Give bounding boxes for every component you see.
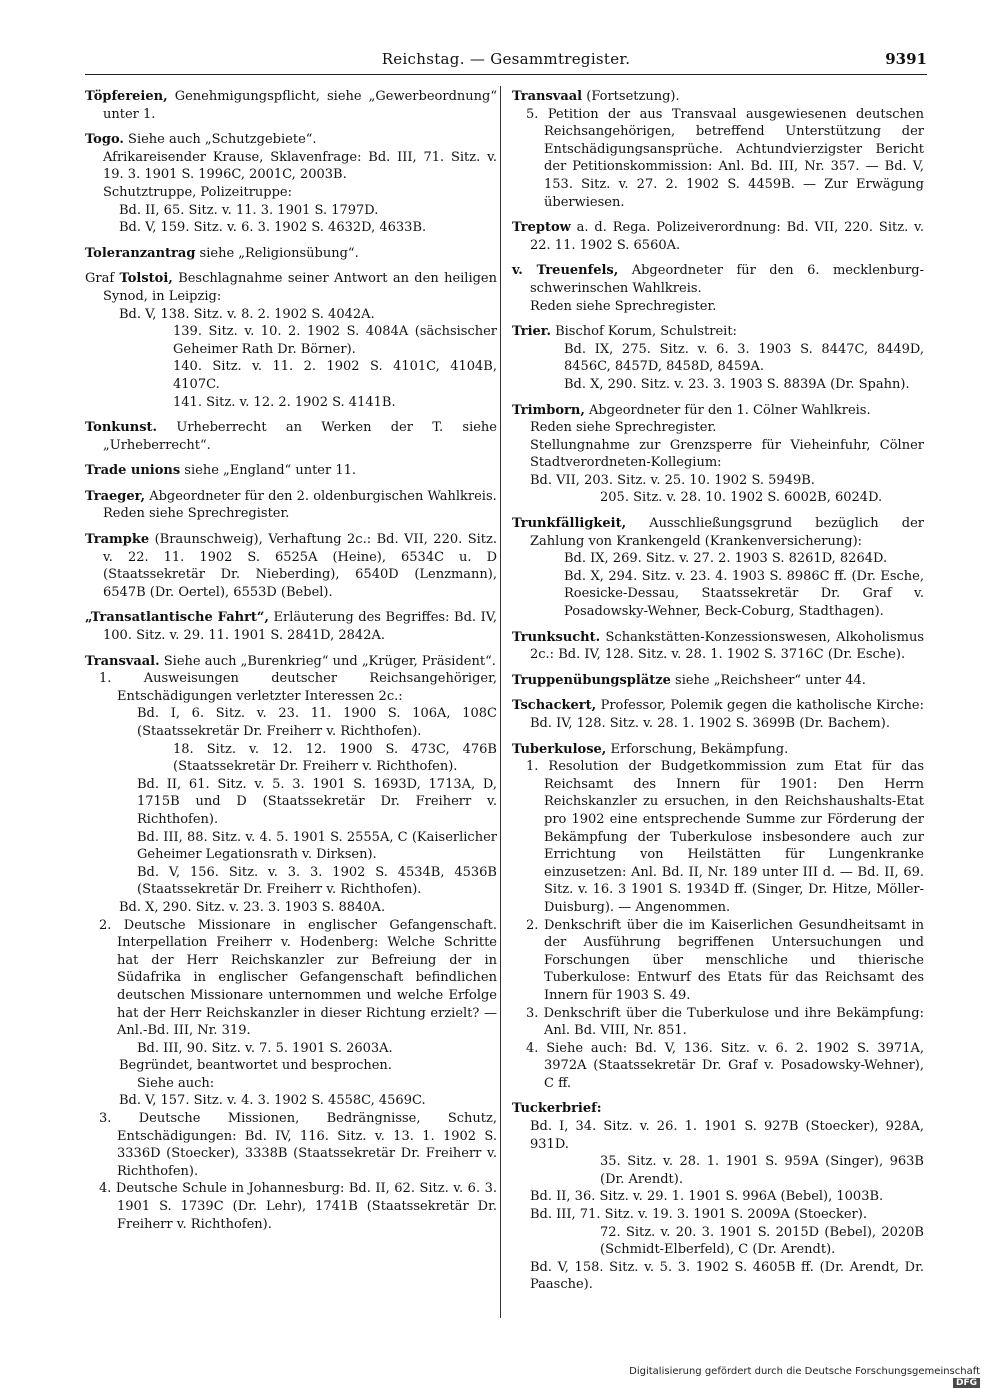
entry-keyword: Tschackert,: [512, 698, 597, 714]
entry-line: Bd. VII, 203. Sitz. v. 25. 10. 1902 S. 5949B.: [530, 472, 815, 488]
entry-keyword: Trimborn,: [512, 402, 585, 418]
entry-keyword: Tolstoi,: [119, 271, 173, 287]
entry-line: Afrikareisender Krause, Sklavenfrage: Bd. III, 71. Sitz. v. 19. 3. 1901 S. 1996C, 2001C, 2003B.: [103, 149, 497, 183]
index-entry-trade-unions: [85, 462, 497, 480]
entry-text: (Fortsetzung).: [582, 89, 680, 104]
index-entry-tolstoi: [85, 270, 497, 411]
entry-subitem: 3. Deutsche Missionen, Bedrängnisse, Schutz, Entschädigungen: Bd. IV, 116. Sitz. v. 13. 1. 1902 S. 3336D (Stoecker), 3338B (Staatssekretär Dr. Freiherr v. Richthofen).: [99, 1111, 497, 1179]
entry-keyword: Tuberkulose,: [512, 741, 607, 757]
entry-subitem: 5. Petition der aus Transvaal ausgewiesenen deutschen Reichsangehörigen, betreffend Unterstützung der Entschädigungsansprüche. Achtundvierzigster Bericht der Petitionskommission: Anl. Bd. III, Nr. 357. — Bd. V, 153. Sitz. v. 27. 2. 1902 S. 4459B. — Zur Erwägung überwiesen.: [526, 106, 924, 210]
entry-line: 139. Sitz. v. 10. 2. 1902 S. 4084A (sächsischer Geheimer Rath Dr. Börner).: [173, 324, 497, 357]
entry-subitem: 4. Deutsche Schule in Johannesburg: Bd. II, 62. Sitz. v. 6. 3. 1901 S. 1739C (Dr. Lehr), 1741B (Staatssekretär Dr. Freiherr v. Richthofen).: [99, 1181, 497, 1232]
entry-text: Siehe auch „Schutzgebiete“.: [123, 132, 317, 148]
entry-line: Reden siehe Sprechregister.: [530, 420, 717, 436]
entry-keyword: Toleranzantrag: [85, 245, 196, 261]
entry-line: 72. Sitz. v. 20. 3. 1901 S. 2015D (Bebel), 2020B (Schmidt-Elberfeld), C (Dr. Arendt).: [600, 1224, 924, 1258]
entry-keyword: Töpfereien,: [85, 89, 168, 104]
index-entry-traeger: [85, 488, 497, 523]
entry-text: Genehmigungspflicht, siehe „Gewerbeordnung“ unter 1.: [103, 89, 497, 122]
entry-line: Bd. II, 65. Sitz. v. 11. 3. 1901 S. 1797D.: [119, 202, 379, 218]
entry-line: Bd. V, 158. Sitz. v. 5. 3. 1902 S. 4605B ff. (Dr. Arendt, Dr. Paasche).: [530, 1259, 924, 1293]
index-entry-tschackert: [512, 697, 924, 732]
entry-line: Bd. III, 90. Sitz. v. 7. 5. 1901 S. 2603A.: [137, 1040, 393, 1056]
index-entry-tuberkulose: [512, 741, 924, 1093]
entry-line: 18. Sitz. v. 12. 12. 1900 S. 473C, 476B (Staatssekretär Dr. Freiherr v. Richthofen).: [173, 741, 497, 775]
entry-keyword: Trunksucht.: [512, 629, 601, 645]
entry-text: Abgeordneter für den 2. oldenburgischen Wahlkreis.: [145, 488, 497, 504]
index-entry-truppenuebungsplaetze: [512, 672, 924, 690]
entry-keyword: Trier.: [512, 324, 551, 340]
entry-keyword: Tuckerbrief:: [512, 1101, 602, 1117]
entry-line: Bd. V, 156. Sitz. v. 3. 3. 1902 S. 4534B, 4536B (Staatssekretär Dr. Freiherr v. Richthofen).: [137, 864, 497, 898]
entry-text: Erforschung, Bekämpfung.: [606, 741, 789, 757]
index-entry-toleranzantrag: [85, 245, 497, 263]
entry-text: Schankstätten-Konzessionswesen, Alkoholismus 2c.: Bd. IV, 128. Sitz. v. 28. 1. 1902 S. 3716C (Dr. Esche).: [530, 629, 924, 663]
entry-text: siehe „Religionsübung“.: [195, 245, 359, 261]
entry-text: Siehe auch „Burenkrieg“ und „Krüger, Präsident“.: [159, 653, 496, 669]
running-title: Reichstag. — Gesammtregister.: [381, 50, 631, 68]
entry-subitem: 2. Denkschrift über die im Kaiserlichen Gesundheitsamt in der Ausführung begriffenen Untersuchungen und Forschungen über menschliche und thierische Tuberkulose: Entwurf des Etats für das Reichsamt des Innern für 1903 S. 49.: [526, 917, 924, 1003]
index-entry-transvaal: [85, 653, 497, 1234]
digitization-footer: [600, 1366, 980, 1388]
entry-subitem: 1. Resolution der Budgetkommission zum Etat für das Reichsamt des Innern für 1901: Den Herrn Reichskanzler zu ersuchen, in den Reichshaushalts-Etat pro 1902 eine entsprechende Summe zur Förderung der Bekämpfung der Tuberkulose insbesondere auch zur Errichtung von Heilstätten für Lungenkranke einzusetzen: Anl. Bd. II, Nr. 189 unter III d. — Bd. II, 69. Sitz. v. 16. 3 1901 S. 1934D ff. (Singer, Dr. Hitze, Möller-Duisburg). — Angenommen.: [526, 759, 924, 915]
entry-keyword: Trade unions: [85, 463, 181, 479]
entry-keyword: Transvaal.: [85, 653, 160, 669]
entry-line: Bd. X, 294. Sitz. v. 23. 4. 1903 S. 8986C ff. (Dr. Esche, Roesicke-Dessau, Staatssekretär Dr. Graf v. Posadowsky-Wehner, Beck-Coburg, Stadthagen).: [564, 568, 924, 620]
dfg-logo: DFG: [953, 1378, 980, 1388]
index-entry-trunksucht: [512, 629, 924, 664]
entry-line: 35. Sitz. v. 28. 1. 1901 S. 959A (Singer), 963B (Dr. Arendt).: [600, 1154, 924, 1187]
entry-text: a. d. Rega. Polizeiverordnung: Bd. VII, 220. Sitz. v. 22. 11. 1902 S. 6560A.: [530, 220, 924, 253]
index-entry-togo: [85, 131, 497, 237]
entry-keyword: Treptow: [512, 220, 571, 236]
entry-text: Urheberrecht an Werken der T. siehe „Urheberrecht“.: [103, 420, 497, 453]
entry-subitem: 1. Ausweisungen deutscher Reichsangehöriger, Entschädigungen verletzter Interessen 2c.:: [99, 671, 497, 704]
index-entry-transvaal-continued: [512, 88, 924, 211]
entry-line: Bd. II, 61. Sitz. v. 5. 3. 1901 S. 1693D, 1713A, D, 1715B und D (Staatssekretär Dr. Freiherr v. Richthofen).: [137, 776, 497, 827]
column-divider: [500, 86, 501, 1318]
page-number: 9391: [885, 50, 927, 68]
entry-text: Abgeordneter für den 6. mecklenburg-schwerinschen Wahlkreis.: [530, 263, 924, 296]
footer-credit: Digitalisierung gefördert durch die Deutsche Forschungsgemeinschaft: [629, 1366, 980, 1377]
entry-text: Graf: [85, 271, 120, 287]
entry-line: Reden siehe Sprechregister.: [530, 298, 717, 314]
entry-text: Professor, Polemik gegen die katholische Kirche: Bd. IV, 128. Sitz. v. 28. 1. 1902 S. 3699B (Dr. Bachem).: [530, 698, 924, 731]
entry-text: Abgeordneter für den 1. Cölner Wahlkreis.: [584, 402, 871, 418]
index-entry-trier: [512, 323, 924, 393]
entry-line: Bd. III, 71. Sitz. v. 19. 3. 1901 S. 2009A (Stoecker).: [530, 1207, 867, 1223]
entry-keyword: Traeger,: [85, 488, 146, 504]
entry-subitem: 3. Denkschrift über die Tuberkulose und ihre Bekämpfung: Anl. Bd. VIII, Nr. 851.: [526, 1005, 924, 1039]
entry-text: Beschlagnahme seiner Antwort an den heiligen Synod, in Leipzig:: [103, 271, 498, 304]
entry-line: Bd. III, 88. Sitz. v. 4. 5. 1901 S. 2555A, C (Kaiserlicher Geheimer Legationsrath v. Dirksen).: [137, 829, 497, 863]
entry-keyword: Trunkfälligkeit,: [512, 516, 627, 532]
entry-line: Bd. IX, 269. Sitz. v. 27. 2. 1903 S. 8261D, 8264D.: [564, 551, 888, 567]
entry-line: Bd. V, 157. Sitz. v. 4. 3. 1902 S. 4558C, 4569C.: [119, 1093, 426, 1109]
entry-keyword: Togo.: [85, 132, 124, 148]
index-entry-treptow: [512, 219, 924, 254]
entry-keyword: Tonkunst.: [85, 420, 158, 436]
index-entry-tonkunst: [85, 419, 497, 454]
entry-subitem: 4. Siehe auch: Bd. V, 136. Sitz. v. 6. 2. 1902 S. 3971A, 3972A (Staatssekretär Dr. Graf v. Posadowsky-Wehner), C ff.: [526, 1040, 924, 1091]
entry-line: Stellungnahme zur Grenzsperre für Vieheinfuhr, Cölner Stadtverordneten-Kollegium:: [530, 437, 924, 471]
entry-line: Bd. IX, 275. Sitz. v. 6. 3. 1903 S. 8447C, 8449D, 8456C, 8457D, 8458D, 8459A.: [564, 341, 924, 375]
entry-keyword: Trampke: [85, 532, 150, 548]
entry-subitem: 2. Deutsche Missionare in englischer Gefangenschaft. Interpellation Freiherr v. Hodenberg: Welche Schritte hat der Herr Reichskanzler zur Befreiung der in Südafrika in englischer Gefangenschaft befindlichen deutschen Missionare unternommen und welche Erfolge hat der Herr Reichskanzler in dieser Richtung erzielt? — Anl.-Bd. III, Nr. 319.: [99, 917, 497, 1039]
entry-line: 205. Sitz. v. 28. 10. 1902 S. 6002B, 6024D.: [600, 490, 883, 506]
right-column: [512, 88, 924, 1302]
entry-text: Ausschließungsgrund bezüglich der Zahlung von Krankengeld (Krankenversicherung):: [530, 516, 924, 549]
entry-line: Siehe auch:: [137, 1075, 215, 1091]
entry-line: Bd. V, 159. Sitz. v. 6. 3. 1902 S. 4632D, 4633B.: [119, 220, 427, 236]
index-entry-treuenfels: [512, 262, 924, 315]
entry-line: Bd. X, 290. Sitz. v. 23. 3. 1903 S. 8839A (Dr. Spahn).: [564, 376, 910, 392]
entry-line: Bd. II, 36. Sitz. v. 29. 1. 1901 S. 996A (Bebel), 1003B.: [530, 1189, 884, 1205]
index-entry-toepfereien: [85, 88, 497, 123]
entry-keyword: Transvaal: [512, 89, 583, 104]
entry-text: siehe „Reichsheer“ unter 44.: [670, 672, 866, 688]
entry-keyword: „Transatlantische Fahrt“,: [85, 610, 269, 626]
entry-keyword: Truppenübungsplätze: [512, 672, 671, 688]
entry-text: siehe „England“ unter 11.: [180, 463, 357, 479]
entry-keyword: v. Treuenfels,: [512, 263, 619, 279]
entry-line: Begründet, beantwortet und besprochen.: [119, 1058, 392, 1074]
index-entry-trimborn: [512, 402, 924, 508]
left-column: [85, 88, 497, 1241]
entry-text: (Braunschweig), Verhaftung 2c.: Bd. VII, 220. Sitz. v. 22. 11. 1902 S. 6525A (Heine), 6534C u. D (Staatssekretär Dr. Nieberding), 6540D (Lenzmann), 6547B (Dr. Oertel), 6553D (Bebel).: [103, 532, 497, 600]
entry-text: Bischof Korum, Schulstreit:: [550, 324, 737, 340]
entry-line: Schutztruppe, Polizeitruppe:: [103, 184, 293, 200]
entry-line: Bd. X, 290. Sitz. v. 23. 3. 1903 S. 8840A.: [119, 899, 386, 915]
index-entry-tuckerbrief: [512, 1100, 924, 1294]
entry-line: Reden siehe Sprechregister.: [103, 506, 290, 522]
page-header: [85, 48, 927, 75]
entry-line: 140. Sitz. v. 11. 2. 1902 S. 4101C, 4104B, 4107C.: [173, 359, 497, 392]
entry-line: 141. Sitz. v. 12. 2. 1902 S. 4141B.: [173, 394, 396, 410]
entry-line: Bd. V, 138. Sitz. v. 8. 2. 1902 S. 4042A.: [119, 306, 375, 322]
index-entry-transatlantische-fahrt: [85, 609, 497, 644]
index-entry-trampke: [85, 531, 497, 601]
entry-line: Bd. I, 6. Sitz. v. 23. 11. 1900 S. 106A, 108C (Staatssekretär Dr. Freiherr v. Richthofen).: [137, 706, 497, 739]
entry-text: Erläuterung des Begriffes: Bd. IV, 100. Sitz. v. 29. 11. 1901 S. 2841D, 2842A.: [103, 610, 497, 644]
entry-line: Bd. I, 34. Sitz. v. 26. 1. 1901 S. 927B (Stoecker), 928A, 931D.: [530, 1119, 924, 1152]
index-entry-trunkfaelligkeit: [512, 515, 924, 621]
